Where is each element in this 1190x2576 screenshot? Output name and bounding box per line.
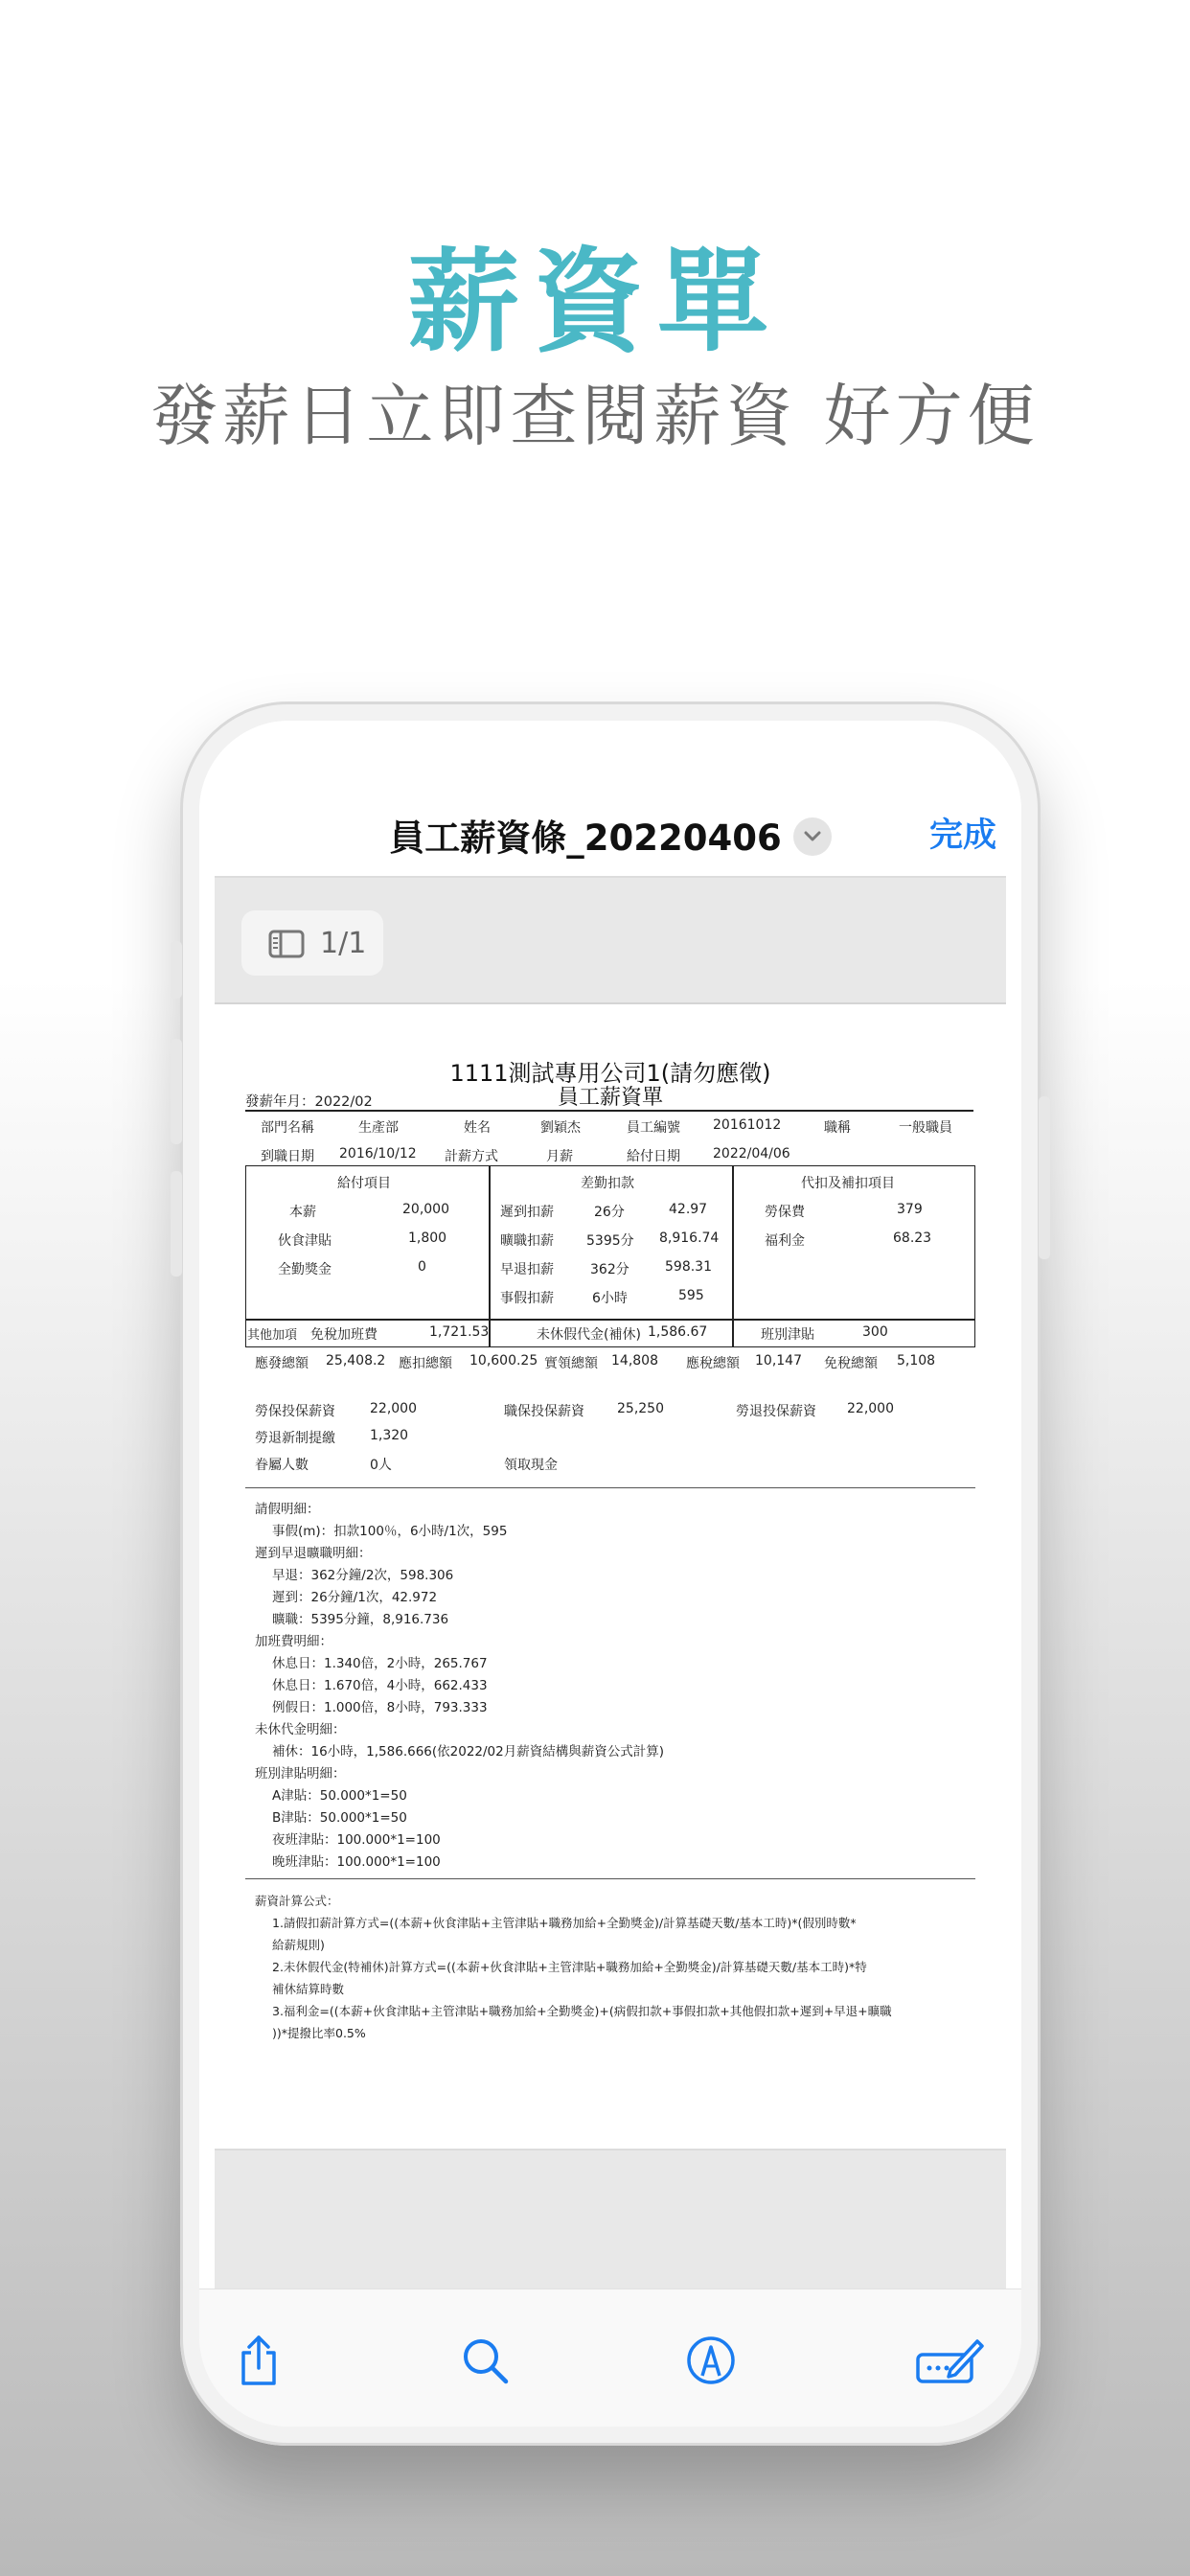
phone-power-button — [1039, 1096, 1050, 1259]
phone-frame — [180, 702, 1041, 2446]
overtime-value: 1,721.53 — [429, 1324, 490, 1340]
formula-line: 給薪規則) — [272, 1938, 325, 1952]
info-value-title: 一般職員 — [899, 1120, 952, 1136]
formula-line: 3.福利金=((本薪+伙食津貼+主管津貼+職務加給+全勤獎金)+(病假扣款+事假扣款+其他假扣款+遲到+早退+曠職 — [272, 2004, 892, 2018]
pay-item-value: 20,000 — [402, 1202, 449, 1217]
info-label-pay-date: 給付日期 — [627, 1149, 680, 1164]
deduct-item-label: 事假扣薪 — [500, 1291, 554, 1306]
company-name: 1111測試專用公司1(請勿應徵) — [449, 1060, 771, 1087]
deduct-items-header: 差勤扣款 — [581, 1176, 634, 1191]
info-value-name: 劉穎杰 — [540, 1120, 581, 1136]
info-value-dept: 生產部 — [358, 1120, 399, 1136]
occupational-insurance-label: 職保投保薪資 — [504, 1404, 584, 1419]
withhold-item-label: 福利金 — [765, 1233, 805, 1249]
total-value: 25,408.2 — [326, 1353, 386, 1368]
formula-line: ))*提撥比率0.5% — [272, 2026, 366, 2040]
screen — [199, 721, 1021, 2426]
phone-volume-up — [171, 1039, 182, 1144]
cash-label: 領取現金 — [504, 1458, 558, 1473]
shift-allowance-label: 班別津貼 — [761, 1327, 814, 1343]
note-line: 曠職：5395分鐘，8,916.736 — [272, 1612, 449, 1627]
pension-insurance-label: 勞退投保薪資 — [736, 1404, 816, 1419]
pension-insurance-value: 22,000 — [847, 1401, 894, 1416]
pay-item-label: 伙食津貼 — [278, 1233, 332, 1249]
page-indicator[interactable] — [241, 910, 383, 976]
info-value-pay-method: 月薪 — [546, 1149, 573, 1164]
document-title[interactable] — [199, 809, 1021, 861]
note-line: 晚班津貼：100.000*1=100 — [272, 1854, 441, 1870]
info-value-pay-date: 2022/04/06 — [713, 1146, 790, 1162]
info-label-pay-method: 計薪方式 — [445, 1149, 498, 1164]
withhold-item-label: 勞保費 — [765, 1205, 805, 1220]
info-label-title: 職稱 — [824, 1120, 851, 1136]
table-column-divider — [489, 1165, 491, 1347]
other-add-label: 其他加項 — [247, 1328, 298, 1343]
shift-allowance-value: 300 — [862, 1324, 888, 1340]
deduct-item-value: 595 — [678, 1288, 704, 1303]
table-row-divider — [245, 1319, 975, 1321]
note-line: 休息日：1.670倍，4小時，662.433 — [272, 1678, 488, 1693]
note-line: 遲到早退曠職明細： — [255, 1546, 372, 1561]
total-value: 10,600.25 — [469, 1353, 538, 1368]
note-line: B津貼：50.000*1=50 — [272, 1810, 407, 1826]
formula-line: 薪資計算公式： — [255, 1894, 339, 1908]
share-icon[interactable] — [236, 2334, 282, 2391]
pay-item-label: 本薪 — [289, 1205, 316, 1220]
total-label: 應扣總額 — [399, 1356, 452, 1371]
sidebar-icon — [268, 930, 305, 958]
pay-items-header: 給付項目 — [337, 1176, 391, 1191]
note-line: 遲到：26分鐘/1次，42.972 — [272, 1590, 438, 1605]
deduct-item-value: 8,916.74 — [659, 1230, 720, 1246]
pay-item-value: 0 — [418, 1259, 426, 1275]
note-line: 班別津貼明細： — [255, 1766, 346, 1782]
viewer-top-area — [215, 876, 1006, 1002]
total-value: 14,808 — [611, 1353, 658, 1368]
section-divider — [245, 1878, 975, 1879]
deduct-item-value: 42.97 — [669, 1202, 708, 1217]
note-line: 加班費明細： — [255, 1634, 332, 1649]
total-value: 10,147 — [755, 1353, 802, 1368]
deduct-item-label: 曠職扣薪 — [500, 1233, 554, 1249]
note-line: 未休代金明細： — [255, 1722, 346, 1737]
pension-contribution-label: 勞退新制提繳 — [255, 1431, 335, 1446]
total-label: 應稅總額 — [686, 1356, 740, 1371]
payslip-page — [215, 1002, 1006, 2149]
deduct-item-label: 遲到扣薪 — [500, 1205, 554, 1220]
deduct-item-qty: 5395分 — [586, 1233, 634, 1249]
markup-icon[interactable] — [684, 2334, 738, 2391]
done-button[interactable]: 完成 — [928, 816, 996, 855]
document-title-text: 員工薪資條_20220406 — [389, 817, 782, 859]
note-line: 補休：16小時，1,586.666(依2022/02月薪資結構與薪資公式計算) — [272, 1744, 665, 1760]
bottom-toolbar — [199, 2288, 1021, 2426]
section-divider — [245, 1487, 975, 1488]
note-line: 夜班津貼：100.000*1=100 — [272, 1832, 441, 1848]
info-label-hire-date: 到職日期 — [261, 1149, 314, 1164]
deduct-item-qty: 26分 — [594, 1205, 625, 1220]
payslip-title: 員工薪資單 — [557, 1086, 663, 1110]
total-label: 實領總額 — [544, 1356, 598, 1371]
note-line: 早退：362分鐘/2次，598.306 — [272, 1568, 454, 1583]
formula-line: 2.未休假代金(特補休)計算方式=((本薪+伙食津貼+主管津貼+職務加給+全勤獎金)/計算基礎天數/基本工時)*特 — [272, 1960, 867, 1974]
pay-item-value: 1,800 — [408, 1230, 447, 1246]
deduct-item-qty: 362分 — [590, 1262, 629, 1277]
header-divider — [245, 1110, 973, 1112]
table-column-divider — [732, 1165, 734, 1347]
phone-side-button — [171, 941, 182, 999]
total-label: 免稅總額 — [824, 1356, 878, 1371]
note-line: 請假明細： — [255, 1502, 320, 1517]
occupational-insurance-value: 25,250 — [617, 1401, 664, 1416]
dependents-value: 0人 — [370, 1458, 392, 1473]
pension-contribution-value: 1,320 — [370, 1428, 409, 1443]
note-line: 例假日：1.000倍，8小時，793.333 — [272, 1700, 488, 1715]
note-line: A津貼：50.000*1=50 — [272, 1788, 407, 1804]
signature-icon[interactable] — [914, 2334, 985, 2391]
formula-line: 補休結算時數 — [272, 1982, 345, 1996]
pay-item-label: 全勤獎金 — [278, 1262, 332, 1277]
formula-line: 1.請假扣薪計算方式=((本薪+伙食津貼+主管津貼+職務加給+全勤獎金)/計算基礎天數/基本工時)*(假別時數* — [272, 1916, 857, 1930]
withhold-item-value: 68.23 — [893, 1230, 932, 1246]
chevron-down-icon[interactable] — [793, 817, 832, 856]
withhold-item-value: 379 — [897, 1202, 923, 1217]
note-line: 事假(m)：扣款100％，6小時/1次，595 — [272, 1524, 508, 1539]
formula-notes — [255, 1890, 892, 2044]
total-value: 5,108 — [897, 1353, 936, 1368]
info-label-empid: 員工編號 — [627, 1120, 680, 1136]
viewer-bottom-area — [215, 2149, 1006, 2288]
hero-subtitle: 發薪日立即查閱薪資 好方便 — [150, 377, 1040, 455]
deduct-item-label: 早退扣薪 — [500, 1262, 554, 1277]
info-label-dept: 部門名稱 — [261, 1120, 314, 1136]
search-icon[interactable] — [460, 2334, 510, 2391]
note-line: 休息日：1.340倍，2小時，265.767 — [272, 1656, 488, 1671]
payslip-table — [245, 1165, 975, 1347]
deduct-item-value: 598.31 — [665, 1259, 712, 1275]
leave-notes — [255, 1499, 664, 1874]
info-value-empid: 20161012 — [713, 1117, 782, 1133]
unused-leave-label: 未休假代金(補休) — [537, 1327, 641, 1343]
withhold-items-header: 代扣及補扣項目 — [801, 1176, 895, 1191]
hero-title: 薪資單 — [408, 238, 782, 367]
deduct-item-qty: 6小時 — [592, 1291, 628, 1306]
labor-insurance-label: 勞保投保薪資 — [255, 1404, 335, 1419]
info-label-name: 姓名 — [464, 1120, 491, 1136]
overtime-label: 免稅加班費 — [310, 1327, 378, 1343]
info-value-hire-date: 2016/10/12 — [339, 1146, 417, 1162]
total-label: 應發總額 — [255, 1356, 309, 1371]
phone-volume-down — [171, 1171, 182, 1276]
page-indicator-text: 1/1 — [320, 927, 367, 960]
dependents-label: 眷屬人數 — [255, 1458, 309, 1473]
unused-leave-value: 1,586.67 — [648, 1324, 708, 1340]
navigation-bar — [199, 721, 1021, 864]
labor-insurance-value: 22,000 — [370, 1401, 417, 1416]
pay-month: 發薪年月：2022/02 — [245, 1094, 373, 1110]
